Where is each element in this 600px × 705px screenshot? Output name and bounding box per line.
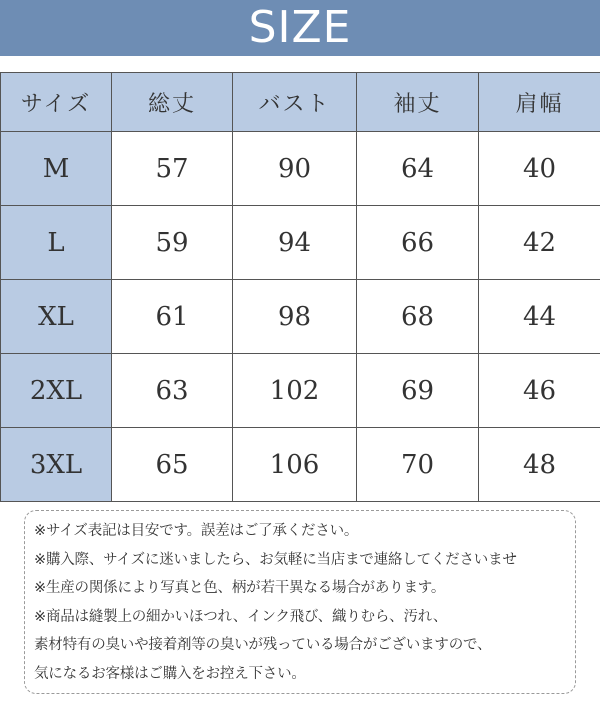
title-banner: [0, 0, 600, 56]
size-label: XL: [1, 280, 112, 354]
table-cell: 94: [233, 206, 357, 280]
note-line: 素材特有の臭いや接着剤等の臭いが残っている場合がございますので、: [34, 637, 492, 653]
table-cell: 46: [479, 354, 600, 428]
size-label: 3XL: [1, 428, 112, 502]
size-label: L: [1, 206, 112, 280]
table-cell: 48: [479, 428, 600, 502]
column-header-size: サイズ: [1, 73, 112, 132]
table-cell: 102: [233, 354, 357, 428]
column-header-shoulder: 肩幅: [479, 73, 600, 132]
table-cell: 98: [233, 280, 357, 354]
table-cell: 69: [357, 354, 479, 428]
table-cell: 65: [112, 428, 233, 502]
column-header-length: 総丈: [112, 73, 233, 132]
table-cell: 106: [233, 428, 357, 502]
table-cell: 59: [112, 206, 233, 280]
size-label: 2XL: [1, 354, 112, 428]
table-row: [1, 354, 600, 428]
note-line: 気になるお客様はご購入をお控え下さい。: [34, 665, 306, 682]
table-cell: 44: [479, 280, 600, 354]
note-line: ※サイズ表記は目安です。誤差はご了承ください。: [34, 523, 359, 539]
table-row: [1, 206, 600, 280]
note-line: ※生産の関係により写真と色、柄が若干異なる場合があります。: [34, 580, 446, 596]
size-label: M: [1, 132, 112, 206]
notes-box: [24, 510, 576, 694]
column-header-bust: バスト: [233, 73, 357, 132]
table-cell: 68: [357, 280, 479, 354]
table-header-row: [1, 73, 600, 132]
table-cell: 63: [112, 354, 233, 428]
note-line: ※商品は縫製上の細かいほつれ、インク飛び、織りむら、汚れ、: [34, 608, 448, 625]
table-cell: 42: [479, 206, 600, 280]
table-cell: 66: [357, 206, 479, 280]
table-cell: 70: [357, 428, 479, 502]
column-header-sleeve: 袖丈: [357, 73, 479, 132]
page-title: SIZE: [248, 2, 352, 53]
table-row: [1, 280, 600, 354]
table-row: [1, 428, 600, 502]
table-cell: 90: [233, 132, 357, 206]
table-cell: 40: [479, 132, 600, 206]
note-line: ※購入際、サイズに迷いましたら、お気軽に当店まで連絡してくださいませ: [34, 551, 517, 568]
table-cell: 61: [112, 280, 233, 354]
table-row: [1, 132, 600, 206]
size-chart-table: [0, 72, 600, 502]
table-cell: 64: [357, 132, 479, 206]
table-cell: 57: [112, 132, 233, 206]
